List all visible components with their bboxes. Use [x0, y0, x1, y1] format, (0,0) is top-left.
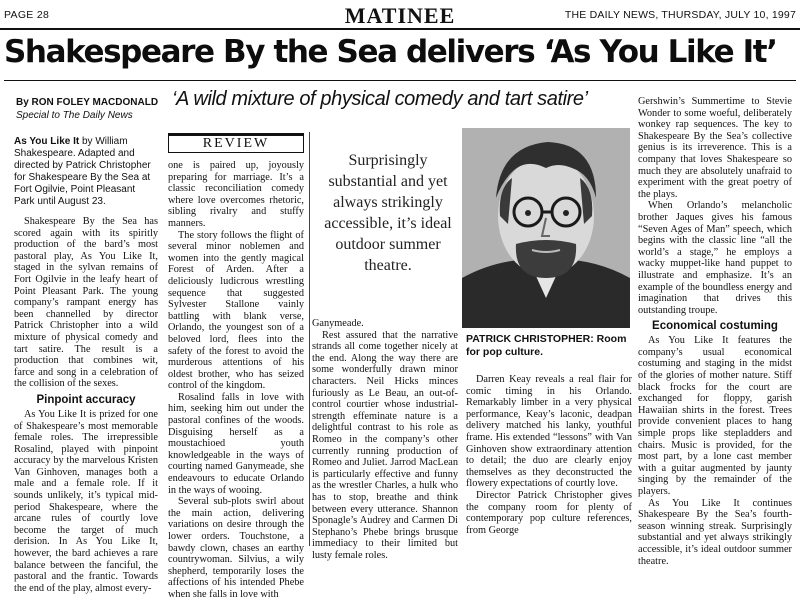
paragraph: When Orlando’s melancholic brother Jaques gives his famous “Seven Ages of Man” speech, which begins with the classic line “all the world’s a stage,” he employs a wacky muppet-like hand puppet to illustrate and emphasize. It’s an example of the boundless energy and imagination that drives this outstanding troupe. — [638, 200, 792, 316]
infobox-text: by William Shakespeare. Adapted and directed by Patrick Christopher for Shakespeare By the Sea at Fort Ogilvie, Point Pleasant Park until August 23. — [14, 136, 151, 207]
page-masthead — [0, 0, 800, 30]
paragraph: The story follows the flight of several minor noblemen and women into the gently magical Forest of Arden. After a deliciously ludicrous wrestling sequence that suggested Sylvester Stallone vainly battling with blank verse, Orlando, the youngest son of a beloved lord, flees into the safety of the forest to avoid the murderous attentions of his oldest brother, who has seized control of the kingdom. — [168, 229, 304, 392]
paragraph: one is paired up, joyously preparing for marriage. It’s a classic reconciliation comedy where love overcomes rhetoric, sibling rivalry and stuffy manners. — [168, 160, 304, 229]
byline-author: By RON FOLEY MACDONALD — [16, 97, 159, 108]
paragraph: Shakespeare By the Sea has scored again with its spiritly production of the bard’s most pastoral play, As You Like It, staged in the sylvan remains of Fort Ogilvie in the leafy heart of Point Pleasant Park. The young company’s rampant energy has been channelled by director Patrick Christopher into a wild mixture of physical comedy and tart satire. The result is a production that combines wit, farce and song in a celebration of the collision of the sexes. — [14, 216, 158, 390]
section-name: MATINEE — [344, 3, 456, 28]
headline-rule — [4, 80, 796, 81]
paragraph: Director Patrick Christopher gives the company room for plenty of contemporary pop culture references, from George — [466, 489, 632, 536]
paragraph: Several sub-plots swirl about the main action, delivering variations on desire through the lower orders. Touchstone, a bawdy clown, chases an earthy countrywoman. Silvius, a wily shepherd, temporarily loses the affections of his intended Phebe when she falls in love with — [168, 496, 304, 600]
headline: Shakespeare By the Sea delivers ‘As You Like It’ — [4, 34, 777, 70]
column-3 — [312, 318, 458, 561]
paragraph: Rest assured that the narrative strands all come together nicely at the end. Along the way there are some wonderfully drawn minor characters. Neil Hicks minces furiously as Le Beau, an out-of-control courtier whose industrial-strength effeminate nature is a delightful contrast to his role as Romeo in the company’s other currently running production of Romeo and Juliet. Jarrod MacLean is particularly effective and funny as the wrestler Charles, a hulk who has to stop, breathe and think between every utterance. Shannon Sponagle’s Audrey and Carmen Di Stephano’s Phebe brings brusque immediacy to their limited but lusty female roles. — [312, 329, 458, 561]
paragraph: As You Like It is prized for one of Shakespeare’s most memorable female roles. The irrepressible Rosalind, played with pinpoint accuracy by the marvelous Kristen Van Ginhoven, manages both a male and a female role. If it sounds unlikely, it’s typical mid-period Shakespeare, where the arcane rules of courtly love become the target of much derision. In As You Like It, however, the bard achieves a rare balance between the fanciful, the pastoral and the frantic. Towards the end of the play, almost every- — [14, 408, 158, 594]
paragraph: Gershwin’s Summertime to Stevie Wonder to some woeful, deliberately wonkey rap sequences. The key to Shakespeare By the Sea’s collective genius is its irreverence. This is a company that loves Shakespeare so much they are absolutely unafraid to experiment with the great poetry of the plays. — [638, 96, 792, 200]
deck-subtitle: ‘A wild mixture of physical comedy and tart satire’ — [172, 88, 588, 110]
photo-caption: PATRICK CHRISTOPHER: Room for pop culture. — [466, 333, 627, 358]
column-4 — [466, 374, 632, 536]
subheading-costuming: Economical costuming — [652, 320, 778, 333]
production-infobox — [14, 136, 158, 208]
subheading-pinpoint: Pinpoint accuracy — [36, 393, 136, 406]
byline — [16, 96, 158, 122]
paragraph: Darren Keay reveals a real flair for comic timing in his Orlando. Remarkably limber in a very physical performance, Keay’s laconic, deadpan delivery matched his lanky, youthful frame. His extended “lessons” with Van Ginhoven show extraordinary attention to detail; the duo are clearly enjoy themselves as they deconstructed the flowery expectations of courtly love. — [466, 374, 632, 490]
paragraph: As You Like It continues Shakespeare By the Sea’s fourth-season winning streak. Surprisingly substantial and yet always strikingly accessible, it’s ideal outdoor summer theatre. — [638, 497, 792, 567]
column-2 — [168, 160, 304, 601]
infobox-title: As You Like It — [14, 136, 80, 147]
paper-date: THE DAILY NEWS, THURSDAY, JULY 10, 1997 — [564, 9, 796, 21]
portrait-illustration — [462, 128, 630, 328]
pull-quote: Surprisingly substantial and yet always strikingly accessible, it’s ideal outdoor summer theatre. — [324, 152, 452, 274]
review-label: REVIEW — [168, 133, 304, 153]
column-1 — [14, 136, 158, 594]
column-5 — [638, 96, 792, 567]
paragraph: As You Like It features the company’s usual economical costuming and staging in the midst of the glories of mother nature. Stiff black frocks for the court are exchanged for floppy, garish Hawaiian shirts in the forest. Trees provide convenient places to hang simple props like stepladders and chairs. Music is provided, for the most part, by a lone cast member with a guitar augmented by jaunty singing by the remainder of the players. — [638, 335, 792, 497]
portrait-photo — [462, 128, 630, 328]
paragraph: Ganymeade. — [312, 318, 364, 329]
paragraph: Rosalind falls in love with him, seeking him out under the pastoral confines of the woods. Disguising herself as a moustachioed youth knowledgeable in the ways of courting named Ganymeade, she endeavours to educate Orlando in the ways of wooing. — [168, 391, 304, 496]
byline-credit: Special to The Daily News — [16, 110, 133, 121]
page-number: PAGE 28 — [4, 9, 50, 21]
column-divider — [309, 132, 310, 546]
